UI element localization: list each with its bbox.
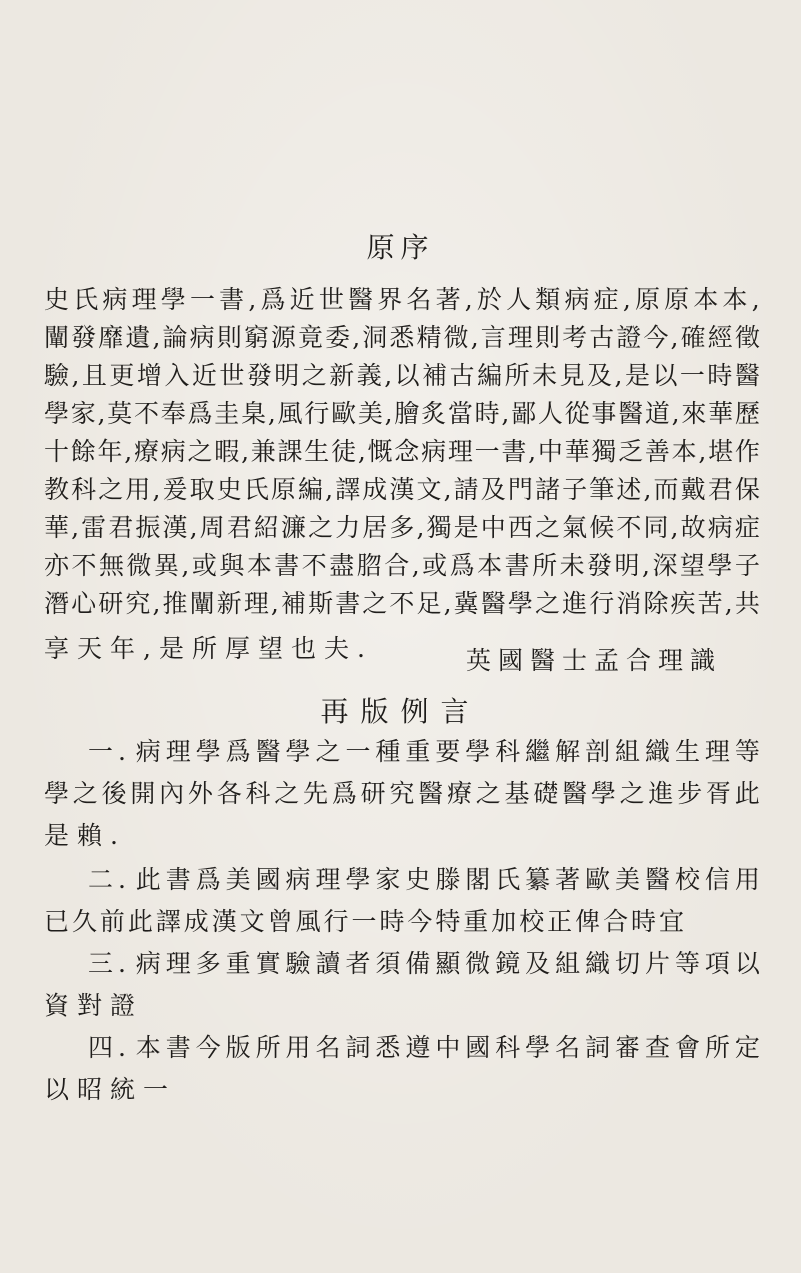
preface-title: 原序 xyxy=(366,231,435,264)
preface-text-line: 亦 不 無 微 異 , 或 與 本 書 不 盡 脗 合 , 或 爲 本 書 所 未 發 明 , 深 望 學 子 xyxy=(44,551,760,580)
reprint-text-line: 二 . 此 書 爲 美 國 病 理 學 家 史 滕 閣 氏 纂 著 歐 美 醫 校 信 用 xyxy=(88,865,760,894)
reprint-notes-title: 再版例言 xyxy=(320,695,481,728)
preface-signature: 英國醫士孟合理識 xyxy=(466,646,723,675)
preface-text-line: 教 科 之 用 , 爰 取 史 氏 原 編 , 譯 成 漢 文 , 請 及 門 諸 子 筆 述 , 而 戴 君 保 xyxy=(44,475,760,504)
preface-text-line: 享天年,是所厚望也夫. xyxy=(44,634,373,663)
reprint-text-line: 三 . 病 理 多 重 實 驗 讀 者 須 備 顯 微 鏡 及 組 織 切 片 等 項 以 xyxy=(88,949,760,978)
reprint-text-line: 以昭統一 xyxy=(44,1075,177,1104)
preface-text-line: 十 餘 年 , 療 病 之 暇 , 兼 課 生 徒 , 慨 念 病 理 一 書 , 中 華 獨 乏 善 本 , 堪 作 xyxy=(44,437,760,466)
preface-text-line: 史 氏 病 理 學 一 書 , 爲 近 世 醫 界 名 著 , 於 人 類 病 症 , 原 原 本 本 , xyxy=(44,285,760,314)
preface-text-line: 學 家 , 莫 不 奉 爲 圭 臬 , 風 行 歐 美 , 膾 炙 當 時 , 鄙 人 從 事 醫 道 , 來 華 歷 xyxy=(44,399,760,428)
preface-text-line: 華 , 雷 君 振 漢 , 周 君 紹 濂 之 力 居 多 , 獨 是 中 西 之 氣 候 不 同 , 故 病 症 xyxy=(44,513,760,542)
reprint-text-line: 一 . 病 理 學 爲 醫 學 之 一 種 重 要 學 科 繼 解 剖 組 織 生 理 等 xyxy=(88,737,760,766)
preface-text-line: 潛 心 研 究 , 推 闡 新 理 , 補 斯 書 之 不 足 , 冀 醫 學 之 進 行 消 除 疾 苦 , 共 xyxy=(44,589,760,618)
reprint-text-line: 資對證 xyxy=(44,991,144,1020)
preface-text-line: 闡 發 靡 遺 , 論 病 則 窮 源 竟 委 , 洞 悉 精 微 , 言 理 則 考 古 證 今 , 確 經 徵 xyxy=(44,323,760,352)
reprint-text-line: 是賴. xyxy=(44,821,126,850)
reprint-text-line: 已 久 前 此 譯 成 漢 文 曾 風 行 一 時 今 特 重 加 校 正 俾 合 時 宜 xyxy=(44,907,684,936)
preface-text-line: 驗 , 且 更 增 入 近 世 發 明 之 新 義 , 以 補 古 編 所 未 見 及 , 是 以 一 時 醫 xyxy=(44,361,760,390)
reprint-text-line: 四 . 本 書 今 版 所 用 名 詞 悉 遵 中 國 科 學 名 詞 審 查 會 所 定 xyxy=(88,1033,760,1062)
reprint-text-line: 學 之 後 開 內 外 各 科 之 先 爲 研 究 醫 療 之 基 礎 醫 學 之 進 步 胥 此 xyxy=(44,779,760,808)
